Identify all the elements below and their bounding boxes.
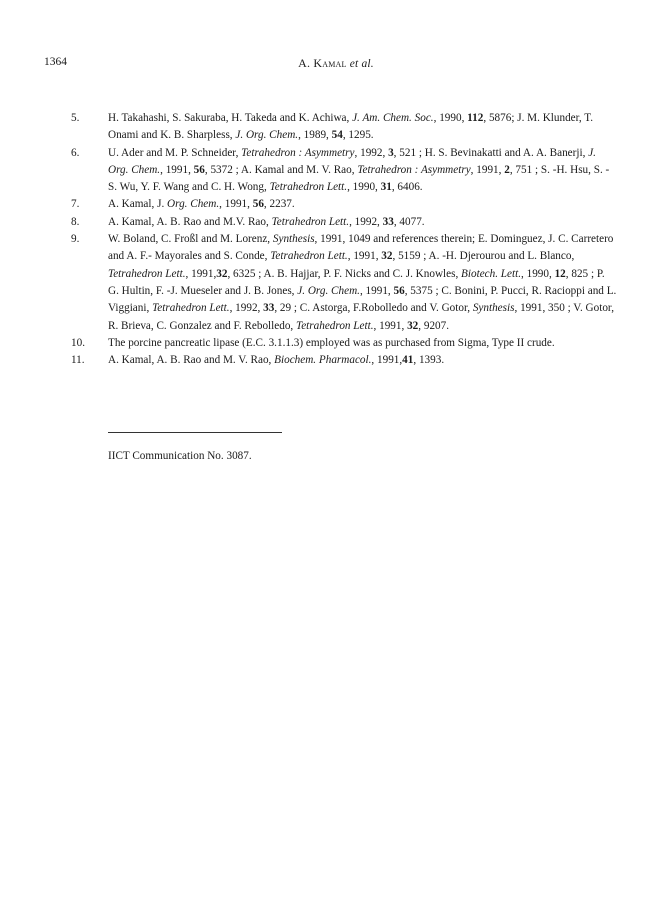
reference-number: 7. <box>71 198 80 211</box>
volume-number: 32 <box>381 250 393 263</box>
volume-number: 2 <box>504 163 510 176</box>
journal-name: Synthesis <box>472 302 515 315</box>
volume-number: 3 <box>388 146 394 159</box>
citation-text: , 1991, <box>347 250 382 263</box>
citation-text: , 1991, <box>185 267 217 280</box>
reference-number: 5. <box>71 112 80 124</box>
footnote: IICT Communication No. 3087. <box>108 450 252 462</box>
citation-text: The porcine pancreatic lipase (E.C. 3.1.1.3) employed was as purchased from Sigma, Type II crude. <box>108 336 555 349</box>
citation-text: , 4077. <box>393 215 425 228</box>
citation-text: , 5159 ; A. -H. Djerourou and L. Blanco, <box>392 250 575 263</box>
citation-text: A. Kamal, A. B. Rao and M. V. Rao, <box>108 354 275 367</box>
citation-text: , 2237. <box>263 198 295 211</box>
citation-text: , 29 ; C. Astorga, F.Robolledo and V. Gotor, <box>274 302 473 315</box>
reference-number: 6. <box>71 146 80 159</box>
page-number: 1364 <box>44 56 67 68</box>
reference-text <box>108 196 618 213</box>
journal-name: Tetrahedron Lett. <box>152 302 230 315</box>
journal-name: Tetrahedron Lett. <box>269 181 348 194</box>
citation-text: , 1991, <box>470 163 505 176</box>
reference-text <box>108 335 618 352</box>
citation-text: , 1992, <box>349 215 383 228</box>
citation-text: , 1989, <box>298 129 332 142</box>
running-head <box>0 56 672 71</box>
citation-text: , 6406. <box>391 181 423 194</box>
reference-text <box>108 145 618 197</box>
citation-text: , 5876; J. M. Klunder, T. Onami and K. B. Sharpless, <box>108 112 594 142</box>
citation-text: , 5375 ; C. Bonini, P. Pucci, R. Racioppi and L. Viggiani, <box>108 284 617 315</box>
citation-text: , 1991, <box>359 284 394 297</box>
citation-text: , 1991, 350 ; V. Gotor, R. Brieva, C. Gonzalez and F. Rebolledo, <box>108 302 614 332</box>
journal-name: Tetrahedron Lett. <box>271 215 350 228</box>
volume-number: 41 <box>402 354 414 367</box>
volume-number: 31 <box>380 181 392 194</box>
journal-name: Tetrahedron Lett. <box>108 267 186 280</box>
citation-text: A. Kamal, A. B. Rao and M.V. Rao, <box>108 215 272 228</box>
running-head-etal: et al. <box>349 58 374 70</box>
reference-item <box>0 196 672 213</box>
volume-number: 54 <box>331 129 343 142</box>
citation-text: , 751 ; S. -H. Hsu, S. -S. Wu, Y. F. Wang and C. H. Wong, <box>108 163 610 194</box>
reference-number: 8. <box>71 215 80 228</box>
volume-number: 56 <box>393 284 405 297</box>
citation-text: , 1992, <box>229 302 264 315</box>
journal-name: J. Org. Chem. <box>297 284 360 297</box>
reference-text <box>108 110 618 145</box>
reference-item <box>0 145 672 197</box>
citation-text: , 1991, <box>373 319 408 332</box>
reference-text <box>108 214 618 231</box>
journal-name: Tetrahedron Lett. <box>296 319 374 332</box>
journal-name: Tetrahedron : Asymmetry <box>241 146 355 159</box>
journal-name: Tetrahedron : Asymmetry <box>357 163 471 176</box>
reference-item <box>0 335 672 352</box>
citation-text: , 1991, <box>160 163 194 176</box>
reference-list <box>0 110 672 369</box>
reference-item <box>0 214 672 231</box>
journal-name: J. Am. Chem. Soc. <box>352 112 434 124</box>
running-head-author: A. Kamal <box>298 56 347 70</box>
journal-name: J. Org. Chem. <box>108 146 596 176</box>
citation-text: , 1991, <box>371 354 403 367</box>
reference-item <box>0 231 672 335</box>
citation-text: , 1990, <box>433 112 468 124</box>
journal-name: Synthesis <box>272 233 315 246</box>
citation-text: , 9207. <box>418 319 450 332</box>
citation-text: , 1991, <box>219 198 253 211</box>
volume-number: 12 <box>554 267 566 280</box>
citation-text: , 1393. <box>413 354 445 367</box>
volume-number: 32 <box>216 267 228 280</box>
citation-text: , 521 ; H. S. Bevinakatti and A. A. Banerji, <box>393 146 589 159</box>
journal-name: Tetrahedron Lett. <box>270 250 348 263</box>
citation-text: , 1295. <box>342 129 374 142</box>
footnote-rule <box>108 432 282 433</box>
citation-text: , 5372 ; A. Kamal and M. V. Rao, <box>204 163 358 176</box>
journal-name: Biotech. Lett. <box>461 267 522 280</box>
reference-item <box>0 352 672 369</box>
citation-text: , 1990, <box>521 267 555 280</box>
reference-number: 11. <box>71 354 85 367</box>
journal-name: Org. Chem. <box>167 198 220 211</box>
citation-text: W. Boland, C. Froßl and M. Lorenz, <box>108 233 273 246</box>
volume-number: 33 <box>382 215 394 228</box>
reference-item <box>0 110 672 145</box>
citation-text: A. Kamal, J. <box>108 198 168 211</box>
reference-number: 9. <box>71 233 80 246</box>
volume-number: 112 <box>467 112 484 124</box>
citation-text: , 1990, <box>347 181 381 194</box>
citation-text: U. Ader and M. P. Schneider, <box>108 146 242 159</box>
page-header <box>0 56 672 72</box>
citation-text: , 1991, 1049 and references therein; E. Dominguez, J. C. Carretero and A. F.- Mayorales and S. Conde, <box>108 233 614 263</box>
reference-text <box>108 231 618 335</box>
journal-name: Biochem. Pharmacol. <box>274 354 372 367</box>
citation-text: H. Takahashi, S. Sakuraba, H. Takeda and K. Achiwa, <box>108 112 353 124</box>
journal-name: J. Org. Chem. <box>235 129 299 142</box>
volume-number: 32 <box>407 319 419 332</box>
reference-number: 10. <box>71 336 85 349</box>
citation-text: , 825 ; P. G. Hultin, F. -J. Mueseler and J. B. Jones, <box>108 267 605 297</box>
volume-number: 56 <box>252 198 264 211</box>
citation-text: , 1992, <box>354 146 389 159</box>
volume-number: 33 <box>263 302 275 315</box>
volume-number: 56 <box>193 163 205 176</box>
citation-text: , 6325 ; A. B. Hajjar, P. F. Nicks and C. J. Knowles, <box>227 267 462 280</box>
reference-text <box>108 352 618 369</box>
